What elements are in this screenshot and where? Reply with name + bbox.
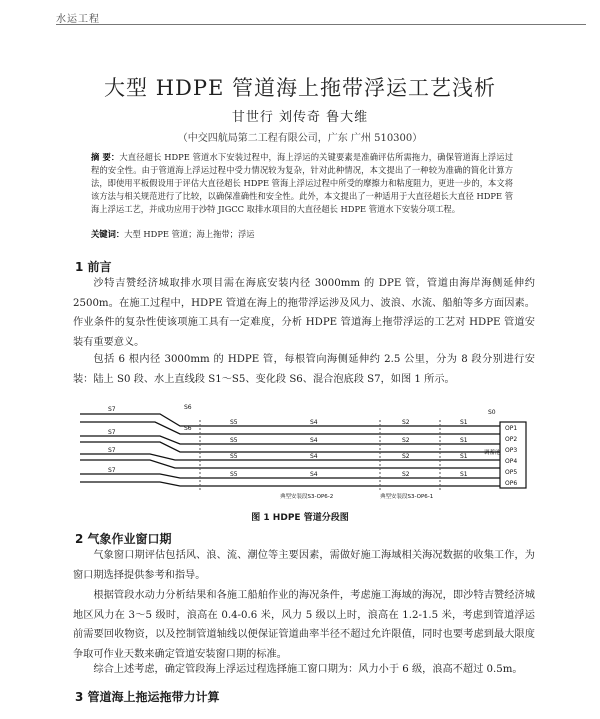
segment-label: S7 xyxy=(108,467,116,474)
pipe-line-op1 xyxy=(80,414,500,426)
header-rule xyxy=(56,24,586,25)
abstract xyxy=(91,151,513,216)
paragraph-2-1: 气象窗口期评估包括风、浪、流、潮位等主要因素，需做好施工海域相关海况数据的收集工作，为窗口期选择提供参考和指导。 xyxy=(73,550,535,581)
paragraph-1-2: 包括 6 根内径 3000mm 的 HDPE 管，每根管向海侧延伸约 2.5 公里，分为 8 段分别进行安装：陆上 S0 段、水上直线段 S1～S5、变化段 S6、混合泡底段 S7，如图 1 所示。 xyxy=(73,354,535,385)
section-heading-1: 1 前言 xyxy=(75,260,112,274)
segment-label: S6 xyxy=(184,404,192,411)
reservoir-label: 调蓄池 xyxy=(484,450,501,456)
section-heading-2: 2 气象作业窗口期 xyxy=(75,532,172,546)
keywords xyxy=(91,228,513,240)
keywords-text: 大型 HDPE 管道；海上拖带；浮运 xyxy=(124,229,255,239)
affiliation: （中交四航局第二工程有限公司，广东 广州 510300） xyxy=(177,133,423,144)
segment-label: S5 xyxy=(230,437,238,444)
segment-label: S1 xyxy=(460,437,468,444)
section-heading-3: 3 管道海上拖运拖带力计算 xyxy=(75,690,220,704)
segment-label: S7 xyxy=(108,429,116,436)
segment-label: S6 xyxy=(184,425,192,432)
segment-label: S4 xyxy=(310,471,318,478)
authors: 甘世行 刘传奇 鲁大维 xyxy=(231,110,369,125)
pipe-line-op4 xyxy=(80,460,500,468)
legend-label-a: 典型安装段S3-OP6-2 xyxy=(280,494,334,500)
segment-label: S1 xyxy=(460,471,468,478)
paper-title: 大型 HDPE 管道海上拖带浮运工艺浅析 xyxy=(104,76,496,100)
segment-label: S1 xyxy=(460,419,468,426)
figure-caption: 图 1 HDPE 管道分段图 xyxy=(251,513,349,523)
abstract-label: 摘 要： xyxy=(91,152,120,162)
pipe-label: OP2 xyxy=(505,436,518,443)
segment-label: S2 xyxy=(402,471,410,478)
keywords-label: 关键词： xyxy=(91,229,125,239)
running-header: 水运工程 xyxy=(56,14,100,25)
abstract-text: 大直径超长 HDPE 管道水下安装过程中，海上浮运的关键要素是准确评估所需拖力，确保管道海上浮运过程的安全性。由于管道海上浮运过程中受力情况较为复杂，针对此种情况，本文提出了一种较为准确的简化计算方法，即使用平板假设用于评估大直径超长 HDPE 管海上浮运过程中所受的摩擦力和粘度阻力，更进一步的，本文将该方法与相关规范进行了比较，以确保准确性和安全性。此外，本文提出了一种适用于大直径超长大直径 HDPE 管海上浮运工艺，并成功应用于沙特 JIGCC 取排水项目的大直径超长 HDPE 管道水下安装分项工程。 xyxy=(91,152,514,214)
segment-label: S7 xyxy=(108,406,116,413)
segment-label: S5 xyxy=(230,419,238,426)
segment-label: S7 xyxy=(108,447,116,454)
pipe-label: OP4 xyxy=(505,458,518,465)
pipe-line-op1b xyxy=(80,422,500,434)
segment-label: S4 xyxy=(310,419,318,426)
segment-label: S5 xyxy=(230,471,238,478)
pipe-line-op3 xyxy=(80,454,500,460)
segment-label: S2 xyxy=(402,437,410,444)
segment-label: S4 xyxy=(310,453,318,460)
pipe-line-op5 xyxy=(80,474,500,478)
pipe-label: OP6 xyxy=(505,480,518,487)
pipe-label: OP1 xyxy=(505,425,518,432)
pipe-label: OP5 xyxy=(505,469,518,476)
segment-label: S5 xyxy=(230,453,238,460)
paragraph-2-3: 综合上述考虑，确定管段海上浮运过程选择施工窗口期为：风力小于 6 级，浪高不超过 0.5m。 xyxy=(93,664,523,675)
segment-label: S4 xyxy=(310,437,318,444)
paragraph-2-2: 根据管段水动力分析结果和各施工船舶作业的海况条件，考虑施工海域的海况，即沙特吉赞经济城地区风力在 3～5 级时，浪高在 0.4-0.6 米，风力 5 级以上时，浪高在 1.2-1.5 米，考虑到管道浮运前需要回收物资，以及控制管道轴线以便保证管道曲率半径不超过允许限值，同时也要考虑到最大限度争取可作业天数来确定管道安装窗口期的标准。 xyxy=(73,590,535,660)
pipe-line-op2 xyxy=(80,436,500,444)
paragraph-1-1: 沙特吉赞经济城取排水项目需在海底安装内径 3000mm 的 DPE 管，管道由海岸海侧延伸约 2500m。在施工过程中，HDPE 管道在海上的拖带浮运涉及风力、波浪、水流、船舶等多方面因素。作业条件的复杂性使该项施工具有一定难度，分析 HDPE 管道海上拖带浮运的工艺对 HDPE 管道安装有重要意义。 xyxy=(73,278,535,348)
pipe-label: OP3 xyxy=(505,447,518,454)
segment-label: S0 xyxy=(488,409,496,416)
segment-label: S2 xyxy=(402,419,410,426)
legend-label-b: 典型安装段S3-OP6-1 xyxy=(380,494,434,500)
segment-label: S2 xyxy=(402,453,410,460)
segment-label: S1 xyxy=(460,453,468,460)
pipe-line-op6 xyxy=(80,482,500,486)
pipe-segment-figure xyxy=(80,394,530,502)
